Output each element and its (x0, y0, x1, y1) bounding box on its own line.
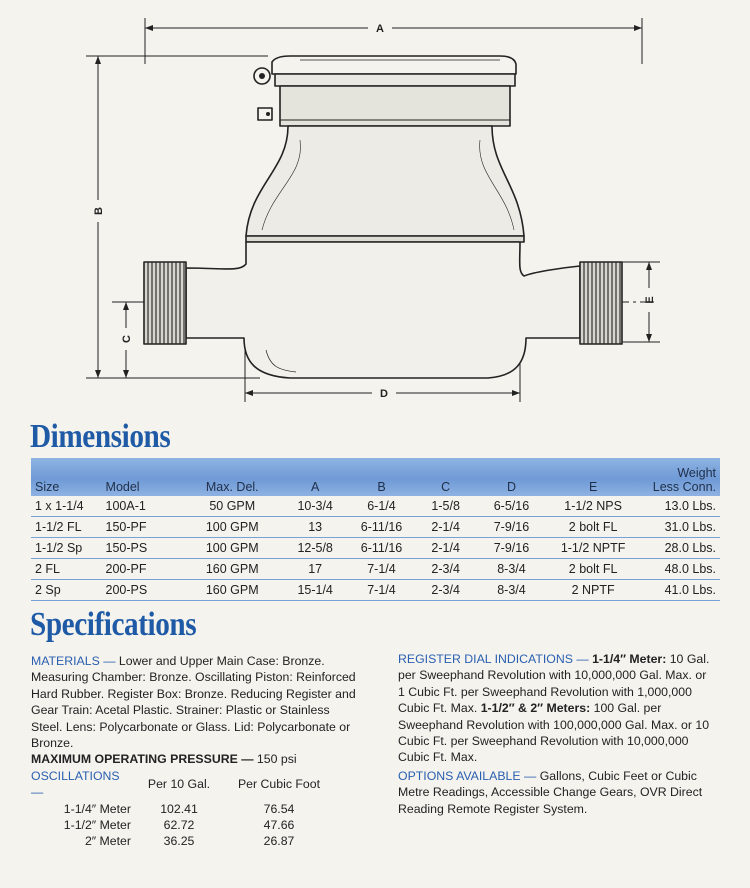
cell-max-del: 160 GPM (182, 559, 282, 580)
header-a: A (310, 480, 320, 494)
meter-drawing (0, 0, 750, 420)
cell-c: 2-1/4 (415, 538, 476, 559)
oscillations-header-row (31, 768, 339, 801)
materials-text: Lower and Upper Main Case: Bronze. Measuring Chamber: Bronze. Oscillating Piston: Reinforced Hard Rubber. Register Box: Bronze. Reducing Register and Gear Train: Acetal Plastic. Strainer: Plastic or Stainless Steel. Lens: Polycarbonate or Glass. Lid: Polycarbonate or Bronze. (31, 654, 356, 751)
header-weight-line1: Weight (677, 466, 716, 480)
register-p1-text: 10 Gal. per Sweephand Revolution with 10,000,000 Gal. Max. or 1 Cubic Ft. per Sweephand Revolution with 1,000,000 Cubic Ft. Max. (398, 652, 710, 716)
table-row (31, 801, 339, 817)
specifications-heading: Specifications (30, 606, 197, 643)
cell-d: 6-5/16 (476, 496, 547, 517)
cell-a: 13 (283, 517, 348, 538)
cell-weight: 48.0 Lbs. (640, 559, 720, 580)
cell-d: 7-9/16 (476, 538, 547, 559)
table-row (31, 538, 720, 559)
cell-d: 8-3/4 (476, 559, 547, 580)
oscillations-meter: 2″ Meter (84, 834, 131, 849)
cell-model: 200-PF (102, 559, 182, 580)
cell-max-del: 100 GPM (182, 517, 282, 538)
register-p1-bold: 1-1/4″ Meter: (592, 652, 667, 666)
register-paragraph (398, 651, 716, 766)
materials-paragraph (31, 653, 361, 751)
oscillations-meter: 1-1/2″ Meter (63, 818, 131, 833)
header-max-del: Max. Del. (205, 480, 259, 494)
cell-model: 200-PS (102, 580, 182, 601)
cell-e: 2 bolt FL (547, 517, 640, 538)
cell-b: 6-11/16 (348, 538, 415, 559)
cell-weight: 28.0 Lbs. (640, 538, 720, 559)
header-size: Size (35, 480, 60, 494)
oscillations-meter: 1-1/4″ Meter (63, 801, 131, 816)
table-row (31, 580, 720, 601)
dim-label-a: A (376, 23, 384, 35)
options-label: OPTIONS AVAILABLE — (398, 768, 537, 783)
cell-e: 1-1/2 NPTF (547, 538, 640, 559)
cell-c: 2-1/4 (415, 517, 476, 538)
cell-c: 1-5/8 (415, 496, 476, 517)
oscillations-per-cubic-foot: 76.54 (263, 801, 295, 816)
cell-d: 7-9/16 (476, 517, 547, 538)
options-paragraph (398, 768, 716, 817)
dim-label-b: B (93, 207, 105, 215)
cell-size: 2 Sp (31, 580, 102, 601)
cell-e: 1-1/2 NPS (547, 496, 640, 517)
register-p2-bold: 1-1/2″ & 2″ Meters: (480, 701, 591, 716)
cell-size: 1-1/2 FL (31, 517, 102, 538)
table-row (31, 517, 720, 538)
cell-model: 150-PS (102, 538, 182, 559)
oscillations-per-10-gal: 102.41 (160, 801, 198, 816)
header-d: D (506, 480, 516, 494)
oscillations-label: OSCILLATIONS — (31, 768, 120, 800)
materials-label: MATERIALS — (31, 654, 116, 668)
oscillations-table (31, 768, 339, 850)
cell-size: 1 x 1-1/4 (31, 496, 102, 517)
cell-size: 1-1/2 Sp (31, 538, 102, 559)
oscillations-per-10-gal: 62.72 (163, 818, 195, 833)
cell-max-del: 160 GPM (182, 580, 282, 601)
table-row (31, 496, 720, 517)
oscillations-col1-header: Per 10 Gal. (147, 777, 211, 792)
dim-label-d: D (380, 388, 388, 400)
header-b: B (377, 480, 386, 494)
table-row (31, 559, 720, 580)
cell-d: 8-3/4 (476, 580, 547, 601)
oscillations-per-10-gal: 36.25 (163, 834, 195, 849)
oscillations-per-cubic-foot: 47.66 (263, 818, 295, 833)
table-row (31, 833, 339, 849)
register-p2-text: 100 Gal. per Sweephand Revolution with 100,000,000 Gal. Max. or 10 Cubic Ft. per Sweephand Revolution with 10,000,000 Cubic Ft. Max. (398, 701, 710, 765)
cell-max-del: 100 GPM (182, 538, 282, 559)
cell-c: 2-3/4 (415, 580, 476, 601)
cell-weight: 31.0 Lbs. (640, 517, 720, 538)
oscillations-col2-header: Per Cubic Foot (237, 777, 320, 792)
dim-label-e: E (644, 296, 656, 304)
cell-b: 7-1/4 (348, 559, 415, 580)
options-text: Gallons, Cubic Feet or Cubic Metre Readings, Accessible Change Gears, OVR Direct Reading Remote Register System. (398, 768, 703, 816)
cell-max-del: 50 GPM (182, 496, 282, 517)
cell-weight: 13.0 Lbs. (640, 496, 720, 517)
dim-label-c: C (121, 335, 133, 343)
specs-left-column (31, 653, 361, 850)
cell-b: 7-1/4 (348, 580, 415, 601)
header-c: C (441, 480, 451, 494)
pressure-label: MAXIMUM OPERATING PRESSURE — (31, 752, 254, 767)
cell-c: 2-3/4 (415, 559, 476, 580)
dimensions-table (31, 458, 720, 601)
specs-right-column (398, 651, 716, 817)
pressure-paragraph (31, 751, 361, 767)
cell-a: 15-1/4 (283, 580, 348, 601)
table-row (31, 817, 339, 833)
dimensions-heading: Dimensions (30, 418, 171, 455)
cell-weight: 41.0 Lbs. (640, 580, 720, 601)
oscillations-per-cubic-foot: 26.87 (263, 834, 295, 849)
cell-a: 17 (283, 559, 348, 580)
cell-model: 100A-1 (102, 496, 182, 517)
cell-a: 10-3/4 (283, 496, 348, 517)
cell-e: 2 bolt FL (547, 559, 640, 580)
cell-b: 6-1/4 (348, 496, 415, 517)
cell-b: 6-11/16 (348, 517, 415, 538)
cell-size: 2 FL (31, 559, 102, 580)
cell-e: 2 NPTF (547, 580, 640, 601)
pressure-value: 150 psi (256, 752, 297, 767)
table-header-row (31, 458, 720, 496)
cell-a: 12-5/8 (283, 538, 348, 559)
cell-model: 150-PF (102, 517, 182, 538)
header-e: E (588, 480, 598, 494)
header-weight-line2: Less Conn. (652, 480, 716, 494)
header-model: Model (105, 480, 140, 494)
header-weight (640, 458, 720, 496)
register-label: REGISTER DIAL INDICATIONS — (398, 652, 589, 666)
